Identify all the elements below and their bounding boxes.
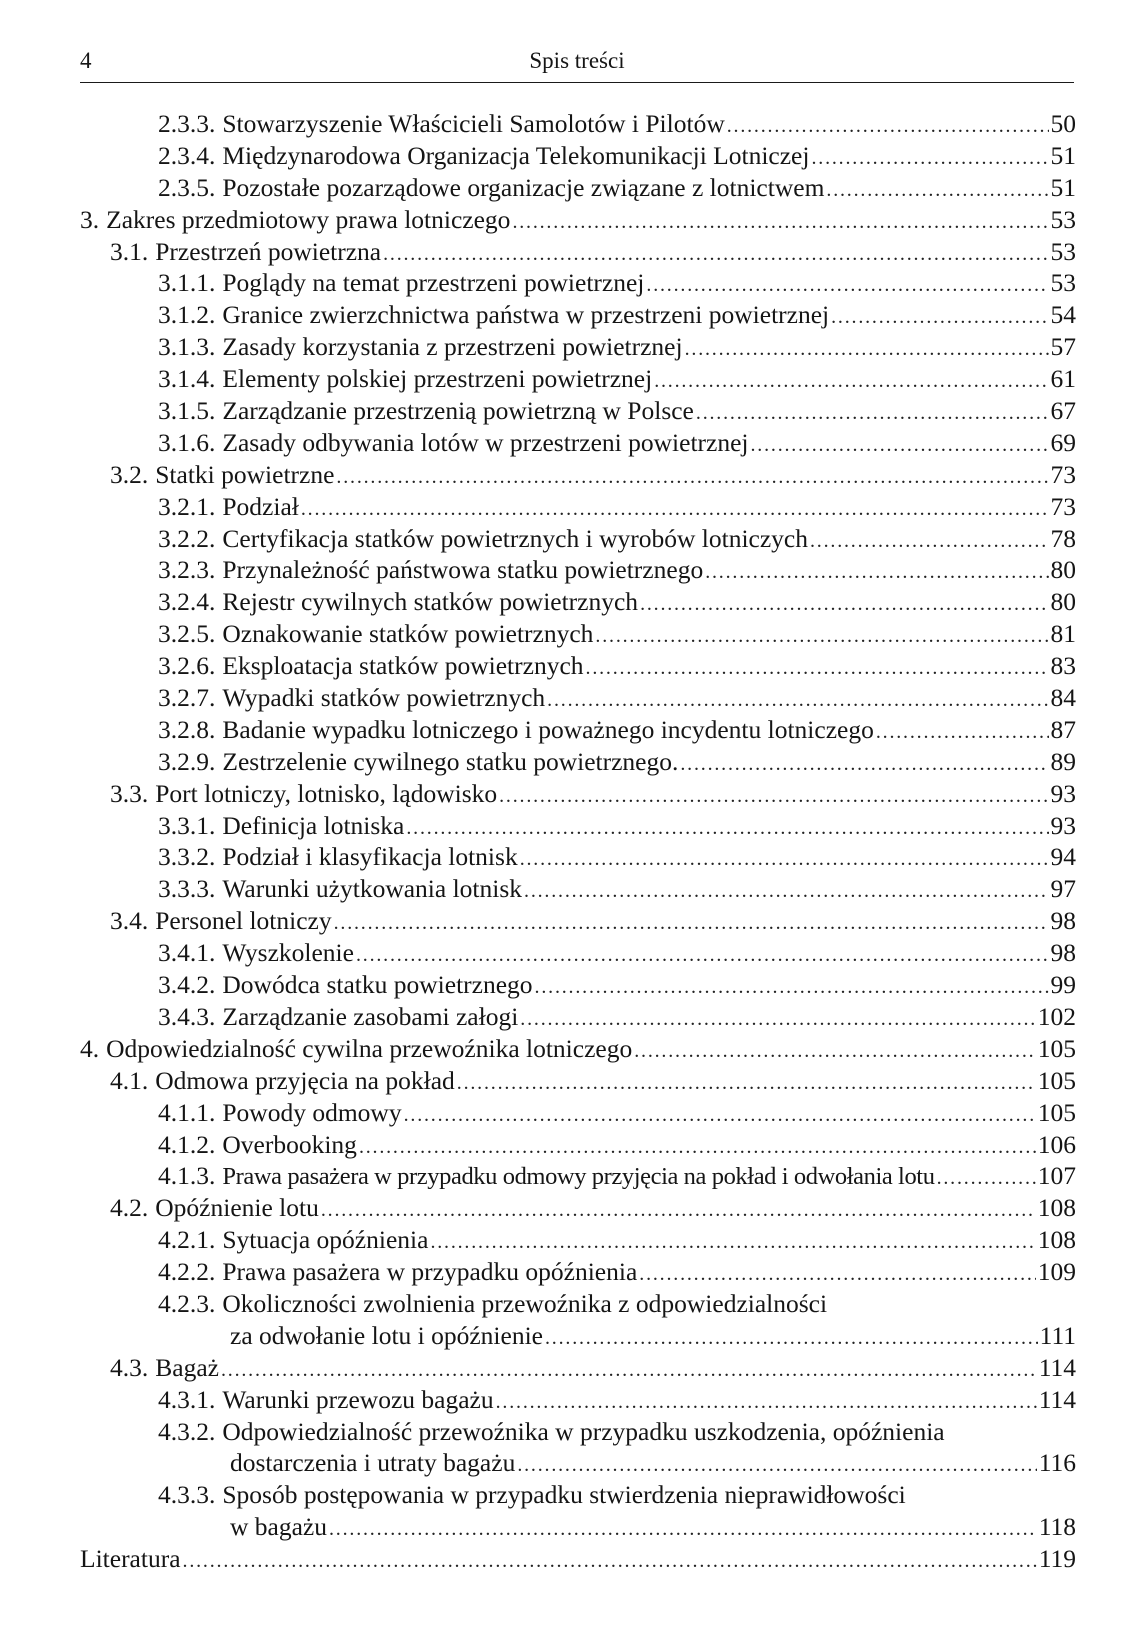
toc-entry[interactable]: [0, 523, 1128, 555]
page-header: [80, 46, 1074, 83]
toc-entry[interactable]: [0, 618, 1128, 650]
toc-entry-number: 3.2.: [110, 459, 149, 489]
toc-entry-page: 80: [1050, 555, 1076, 585]
toc-entry-number: 3.1.3.: [158, 332, 216, 362]
toc-entry-title: Warunki użytkowania lotnisk: [222, 874, 523, 904]
dot-leader: [406, 813, 1048, 845]
toc-entry[interactable]: [0, 1543, 1128, 1575]
toc-entry-title: Warunki przewozu bagażu: [222, 1384, 494, 1414]
dot-leader: [811, 143, 1048, 175]
toc-entry-page: 102: [1037, 1001, 1076, 1031]
toc-entry-number: 4.: [80, 1033, 100, 1063]
toc-entry-number: 3.: [80, 204, 100, 234]
dot-leader: [183, 1546, 1037, 1578]
toc-entry[interactable]: [0, 1192, 1128, 1224]
toc-entry-number: 4.2.3.: [158, 1288, 216, 1318]
toc-entry[interactable]: [0, 427, 1128, 459]
dot-leader: [301, 494, 1049, 526]
toc-entry-title: Zarządzanie zasobami załogi: [222, 1001, 519, 1031]
toc-entry-title: Zestrzelenie cywilnego statku powietrznego.: [222, 746, 679, 776]
toc-entry[interactable]: [0, 1256, 1128, 1288]
toc-entry[interactable]: [0, 841, 1128, 873]
dot-leader: [727, 111, 1049, 143]
toc-entry-page: 69: [1050, 427, 1076, 457]
toc-entry-page: 118: [1038, 1512, 1076, 1542]
toc-entry-title: Statki powietrzne: [155, 459, 335, 489]
dot-leader: [646, 270, 1048, 302]
toc-entry-number: 4.1.2.: [158, 1129, 216, 1159]
dot-leader: [696, 398, 1049, 430]
dot-leader: [937, 1163, 1036, 1195]
toc-entry-number: 4.1.: [110, 1065, 149, 1095]
toc-entry-page: 78: [1050, 523, 1076, 553]
toc-entry-title: Sposób postępowania w przypadku stwierdzenia nieprawidłowości: [222, 1480, 906, 1510]
toc-entry-page: 93: [1050, 810, 1076, 840]
toc-entry-title: Zakres przedmiotowy prawa lotniczego: [106, 204, 511, 234]
toc-entry-number: 3.1.4.: [158, 364, 216, 394]
toc-entry[interactable]: [0, 650, 1128, 682]
running-title: Spis treści: [529, 48, 625, 73]
toc-entry-title-continued: w bagażu: [230, 1512, 327, 1542]
toc-entry-number: 4.3.1.: [158, 1384, 216, 1414]
toc-entry-number: 3.3.3.: [158, 874, 216, 904]
toc-entry[interactable]: [0, 331, 1128, 363]
toc-entry[interactable]: [0, 1001, 1128, 1033]
toc-entry[interactable]: [0, 1129, 1128, 1161]
toc-entry[interactable]: [0, 714, 1128, 746]
toc-entry-title-continued: za odwołanie lotu i opóźnienie: [230, 1320, 543, 1350]
toc-entry-number: 3.1.2.: [158, 300, 216, 330]
toc-entry[interactable]: [0, 554, 1128, 586]
dot-leader: [356, 940, 1049, 972]
toc-entry-number: 4.1.3.: [158, 1161, 216, 1191]
toc-entry-page: 80: [1050, 587, 1076, 617]
dot-leader: [457, 1068, 1036, 1100]
toc-entry-title: Międzynarodowa Organizacja Telekomunikacji Lotniczej: [222, 140, 810, 170]
toc-entry[interactable]: [0, 873, 1128, 905]
toc-entry-number: 3.2.7.: [158, 683, 216, 713]
toc-entry-title: Odpowiedzialność cywilna przewoźnika lotniczego: [106, 1033, 633, 1063]
toc-entry-title: Granice zwierzchnictwa państwa w przestrzeni powietrznej: [222, 300, 830, 330]
toc-entry-page: 106: [1037, 1129, 1076, 1159]
toc-entry[interactable]: [0, 1288, 1128, 1320]
toc-entry-title: Prawa pasażera w przypadku opóźnienia: [222, 1257, 638, 1287]
toc-entry[interactable]: [0, 204, 1128, 236]
toc-entry-title: Odmowa przyjęcia na pokład: [155, 1065, 455, 1095]
toc-entry-page: 73: [1050, 459, 1076, 489]
toc-entry-continuation[interactable]: [0, 1447, 1128, 1479]
dot-leader: [751, 430, 1049, 462]
toc-entry-continuation[interactable]: [0, 1511, 1128, 1543]
toc-entry-page: 98: [1050, 906, 1076, 936]
toc-entry-number: 3.2.4.: [158, 587, 216, 617]
toc-entry-number: 3.2.3.: [158, 555, 216, 585]
toc-entry-number: 2.3.5.: [158, 172, 216, 202]
dot-leader: [685, 334, 1049, 366]
dot-leader: [547, 685, 1048, 717]
toc-entry[interactable]: [0, 1416, 1128, 1448]
toc-entry-page: 111: [1039, 1320, 1076, 1350]
toc-entry-page: 81: [1050, 619, 1076, 649]
toc-entry-title: Zasady odbywania lotów w przestrzeni powietrznej: [222, 427, 749, 457]
dot-leader: [639, 1259, 1035, 1291]
toc-entry-title: Oznakowanie statków powietrznych: [222, 619, 594, 649]
toc-entry-title: Personel lotniczy: [155, 906, 332, 936]
toc-entry-page: 119: [1038, 1544, 1076, 1574]
toc-entry-title: Powody odmowy: [222, 1097, 402, 1127]
toc-entry-page: 50: [1050, 109, 1076, 138]
toc-entry-number: 4.2.2.: [158, 1257, 216, 1287]
toc-entry-page: 83: [1050, 651, 1076, 681]
toc-entry-title: Bagaż: [155, 1352, 219, 1382]
toc-entry-page: 105: [1037, 1065, 1076, 1095]
toc-entry-page: 67: [1050, 396, 1076, 426]
toc-entry-number: 3.4.1.: [158, 938, 216, 968]
dot-leader: [404, 1100, 1036, 1132]
toc-entry[interactable]: [0, 1160, 1128, 1192]
toc-entry-number: 3.2.5.: [158, 619, 216, 649]
toc-entry-title: Elementy polskiej przestrzeni powietrznej: [222, 364, 653, 394]
toc-entry-number: 3.3.2.: [158, 842, 216, 872]
dot-leader: [430, 1227, 1035, 1259]
toc-entry-page: 108: [1037, 1193, 1076, 1223]
toc-entry-title: Wypadki statków powietrznych: [222, 683, 546, 713]
toc-entry[interactable]: [0, 1384, 1128, 1416]
toc-entry[interactable]: [0, 905, 1128, 937]
toc-entry[interactable]: [0, 778, 1128, 810]
toc-entry-title: Podział i klasyfikacja lotnisk: [222, 842, 518, 872]
toc-entry-number: 3.1.: [110, 236, 149, 266]
toc-entry-title: Dowódca statku powietrznego: [222, 970, 533, 1000]
toc-entry-title: Definicja lotniska: [222, 810, 405, 840]
toc-entry-title: Certyfikacja statków powietrznych i wyrobów lotniczych: [222, 523, 808, 553]
toc-entry[interactable]: [0, 1033, 1128, 1065]
toc-entry-title: Wyszkolenie: [222, 938, 354, 968]
dot-leader: [535, 972, 1049, 1004]
toc-entry-page: 89: [1050, 746, 1076, 776]
toc-entry[interactable]: [0, 1352, 1128, 1384]
toc-entry-number: 3.1.6.: [158, 427, 216, 457]
toc-entry-number: 3.1.1.: [158, 268, 216, 298]
toc-entry-page: 53: [1050, 236, 1076, 266]
dot-leader: [383, 239, 1048, 271]
toc-entry-page: 61: [1050, 364, 1076, 394]
dot-leader: [640, 589, 1048, 621]
dot-leader: [595, 621, 1048, 653]
toc-entry-number: 4.3.3.: [158, 1480, 216, 1510]
toc-entry-number: 2.3.3.: [158, 109, 216, 138]
toc-entry-title: Okoliczności zwolnienia przewoźnika z odpowiedzialności: [222, 1288, 828, 1318]
toc-entry-title: Pozostałe pozarządowe organizacje związane z lotnictwem: [222, 172, 825, 202]
dot-leader: [705, 557, 1048, 589]
toc-entry-page: 94: [1050, 842, 1076, 872]
dot-leader: [496, 1387, 1037, 1419]
toc-entry-number: 2.3.4.: [158, 140, 216, 170]
table-of-contents: [0, 108, 1128, 1575]
toc-entry[interactable]: [0, 491, 1128, 523]
toc-entry-number: 3.2.1.: [158, 491, 216, 521]
toc-entry-page: 109: [1037, 1257, 1076, 1287]
toc-entry[interactable]: [0, 1097, 1128, 1129]
dot-leader: [334, 908, 1049, 940]
toc-entry-page: 105: [1037, 1097, 1076, 1127]
toc-entry-number: 3.2.6.: [158, 651, 216, 681]
toc-entry[interactable]: [0, 1479, 1128, 1511]
toc-entry-title: Podział: [222, 491, 299, 521]
toc-entry-title: Literatura: [80, 1544, 181, 1574]
toc-entry-page: 97: [1050, 874, 1076, 904]
dot-leader: [336, 462, 1048, 494]
toc-entry-number: 3.2.2.: [158, 523, 216, 553]
toc-entry-number: 4.2.: [110, 1193, 149, 1223]
toc-entry[interactable]: [0, 299, 1128, 331]
toc-entry-number: 3.3.: [110, 778, 149, 808]
dot-leader: [634, 1036, 1036, 1068]
dot-leader: [499, 781, 1048, 813]
toc-entry-title: Odpowiedzialność przewoźnika w przypadku uszkodzenia, opóźnienia: [222, 1416, 945, 1446]
toc-entry-page: 57: [1050, 332, 1076, 362]
toc-entry-page: 99: [1050, 970, 1076, 1000]
toc-entry-title: Sytuacja opóźnienia: [222, 1225, 429, 1255]
toc-entry-page: 54: [1050, 300, 1076, 330]
toc-entry-number: 3.2.9.: [158, 746, 216, 776]
toc-entry-number: 3.4.2.: [158, 970, 216, 1000]
toc-entry-number: 3.4.3.: [158, 1001, 216, 1031]
toc-entry-title: Zarządzanie przestrzenią powietrzną w Polsce: [222, 396, 694, 426]
toc-entry[interactable]: [0, 1065, 1128, 1097]
toc-entry[interactable]: [0, 1224, 1128, 1256]
toc-entry-page: 114: [1038, 1352, 1076, 1382]
toc-entry-title-continued: dostarczenia i utraty bagażu: [230, 1448, 516, 1478]
toc-entry-page: 108: [1037, 1225, 1076, 1255]
toc-entry-page: 87: [1050, 714, 1076, 744]
toc-entry[interactable]: [0, 236, 1128, 268]
dot-leader: [586, 653, 1049, 685]
toc-entry-title: Stowarzyszenie Właścicieli Samolotów i Pilotów: [222, 109, 725, 138]
dot-leader: [654, 366, 1048, 398]
toc-entry[interactable]: [0, 746, 1128, 778]
dot-leader: [831, 302, 1048, 334]
toc-entry[interactable]: [0, 108, 1128, 140]
toc-entry-page: 84: [1050, 683, 1076, 713]
toc-entry[interactable]: [0, 363, 1128, 395]
toc-entry-page: 73: [1050, 491, 1076, 521]
toc-entry-title: Przynależność państwowa statku powietrznego: [222, 555, 704, 585]
toc-entry-title: Poglądy na temat przestrzeni powietrznej: [222, 268, 645, 298]
dot-leader: [520, 1004, 1035, 1036]
toc-entry-page: 53: [1050, 204, 1076, 234]
toc-entry-number: 3.2.8.: [158, 714, 216, 744]
dot-leader: [517, 1450, 1036, 1482]
toc-entry-title: Badanie wypadku lotniczego i poważnego incydentu lotniczego: [222, 714, 874, 744]
toc-entry-title: Opóźnienie lotu: [155, 1193, 319, 1223]
toc-entry-number: 3.1.5.: [158, 396, 216, 426]
toc-entry[interactable]: [0, 810, 1128, 842]
dot-leader: [524, 876, 1048, 908]
toc-entry-page: 51: [1050, 140, 1076, 170]
dot-leader: [221, 1355, 1037, 1387]
toc-entry-page: 53: [1050, 268, 1076, 298]
dot-leader: [810, 526, 1049, 558]
toc-entry-page: 51: [1050, 172, 1076, 202]
page-number: 4: [80, 48, 92, 73]
toc-entry-number: 4.3.: [110, 1352, 149, 1382]
toc-entry-continuation[interactable]: [0, 1320, 1128, 1352]
dot-leader: [520, 844, 1049, 876]
toc-entry-page: 114: [1038, 1384, 1076, 1414]
toc-entry-title: Overbooking: [222, 1129, 357, 1159]
toc-entry-title: Rejestr cywilnych statków powietrznych: [222, 587, 639, 617]
toc-entry-number: 3.3.1.: [158, 810, 216, 840]
toc-entry[interactable]: [0, 459, 1128, 491]
dot-leader: [359, 1132, 1036, 1164]
toc-entry-title: Przestrzeń powietrzna: [155, 236, 382, 266]
toc-entry-title: Zasady korzystania z przestrzeni powietrznej: [222, 332, 683, 362]
dot-leader: [680, 749, 1048, 781]
dot-leader: [876, 717, 1049, 749]
toc-entry-number: 4.3.2.: [158, 1416, 216, 1446]
dot-leader: [329, 1514, 1037, 1546]
toc-entry-page: 105: [1037, 1033, 1076, 1063]
toc-entry[interactable]: [0, 586, 1128, 618]
toc-entry-page: 116: [1038, 1448, 1076, 1478]
toc-entry-number: 4.1.1.: [158, 1097, 216, 1127]
dot-leader: [545, 1323, 1038, 1355]
toc-entry[interactable]: [0, 172, 1128, 204]
toc-entry[interactable]: [0, 937, 1128, 969]
toc-entry-title: Prawa pasażera w przypadku odmowy przyjęcia na pokład i odwołania lotu: [222, 1163, 935, 1191]
dot-leader: [512, 207, 1048, 239]
toc-entry[interactable]: [0, 267, 1128, 299]
toc-entry-page: 93: [1050, 778, 1076, 808]
toc-entry-page: 107: [1037, 1161, 1076, 1191]
toc-entry-page: 98: [1050, 938, 1076, 968]
toc-entry[interactable]: [0, 140, 1128, 172]
toc-entry-title: Port lotniczy, lotnisko, lądowisko: [155, 778, 498, 808]
dot-leader: [321, 1195, 1036, 1227]
toc-entry[interactable]: [0, 395, 1128, 427]
dot-leader: [826, 175, 1048, 207]
toc-entry-number: 3.4.: [110, 906, 149, 936]
toc-entry[interactable]: [0, 969, 1128, 1001]
toc-entry-title: Eksploatacja statków powietrznych: [222, 651, 584, 681]
toc-entry-number: 4.2.1.: [158, 1225, 216, 1255]
toc-entry[interactable]: [0, 682, 1128, 714]
